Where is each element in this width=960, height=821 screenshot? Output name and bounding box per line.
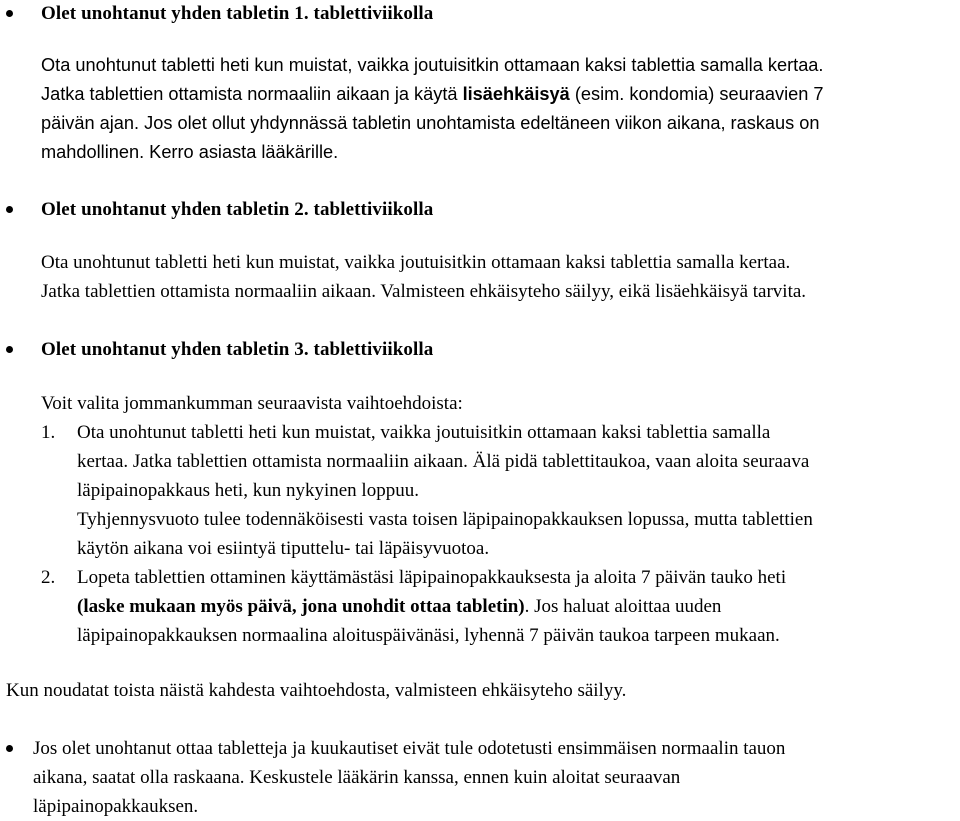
list-item-line: Tyhjennysvuoto tulee todennäköisesti vasta toisen läpipainopakkauksen lopussa, mutta tablettien [77, 509, 813, 530]
emphasis-text: lisäehkäisyä [462, 84, 570, 104]
list-item-line: Ota unohtunut tabletti heti kun muistat, vaikka joutuisitkin ottamaan kaksi tablettia samalla [77, 422, 771, 443]
bullet-icon [6, 745, 13, 752]
list-item-line: käytön aikana voi esiintyä tiputtelu- tai läpäisyvuotoa. [77, 538, 490, 559]
paragraph-line: Ota unohtunut tabletti heti kun muistat, vaikka joutuisitkin ottamaan kaksi tablettia samalla kertaa. [41, 252, 791, 273]
list-number: 2. [41, 567, 56, 588]
text-run: Jatka tablettien ottamista normaaliin aikaan ja käytä [41, 84, 463, 104]
bullet-icon [6, 346, 13, 353]
paragraph-line: aikana, saatat olla raskaana. Keskustele lääkärin kanssa, ennen kuin aloitat seuraavan [33, 767, 681, 788]
list-item-line: läpipainopakkaus heti, kun nykyinen loppuu. [77, 480, 419, 501]
section-heading-week-2: Olet unohtanut yhden tabletin 2. tablettiviikolla [41, 199, 434, 220]
paragraph-line: Jos olet unohtanut ottaa tabletteja ja kuukautiset eivät tule odotetusti ensimmäisen normaalin tauon [33, 738, 786, 759]
list-item-line [77, 592, 721, 621]
emphasis-text: (laske mukaan myös päivä, jona unohdit ottaa tabletin) [77, 596, 525, 617]
text-run: (esim. kondomia) seuraavien 7 [569, 84, 824, 104]
paragraph-line: läpipainopakkauksen. [33, 796, 199, 817]
paragraph-line: Voit valita jommankumman seuraavista vaihtoehdoista: [41, 393, 463, 414]
paragraph-line: mahdollinen. Kerro asiasta lääkärille. [41, 142, 339, 162]
bullet-icon [6, 206, 13, 213]
section-heading-week-1: Olet unohtanut yhden tabletin 1. tablettiviikolla [41, 3, 434, 24]
list-item-line: kertaa. Jatka tablettien ottamista normaaliin aikaan. Älä pidä tablettitaukoa, vaan aloita seuraava [77, 451, 810, 472]
paragraph-line [41, 80, 824, 109]
section-heading-week-3: Olet unohtanut yhden tabletin 3. tablettiviikolla [41, 339, 434, 360]
bullet-icon [6, 10, 13, 17]
list-item-line: Lopeta tablettien ottaminen käyttämästäsi läpipainopakkauksesta ja aloita 7 päivän tauko heti [77, 567, 787, 588]
summary-text: Kun noudatat toista näistä kahdesta vaihtoehdosta, valmisteen ehkäisyteho säilyy. [6, 680, 627, 701]
paragraph-line: päivän ajan. Jos olet ollut yhdynnässä tabletin unohtamista edeltäneen viikon aikana, raskaus on [41, 113, 820, 133]
text-run: . Jos haluat aloittaa uuden [524, 596, 722, 617]
list-item-line: läpipainopakkauksen normaalina aloituspäivänäsi, lyhennä 7 päivän taukoa tarpeen mukaan. [77, 625, 780, 646]
paragraph-line: Jatka tablettien ottamista normaaliin aikaan. Valmisteen ehkäisyteho säilyy, eikä lisäehkäisyä tarvita. [41, 281, 807, 302]
list-number: 1. [41, 422, 56, 443]
paragraph-line: Ota unohtunut tabletti heti kun muistat, vaikka joutuisitkin ottamaan kaksi tablettia samalla kertaa. [41, 55, 824, 75]
